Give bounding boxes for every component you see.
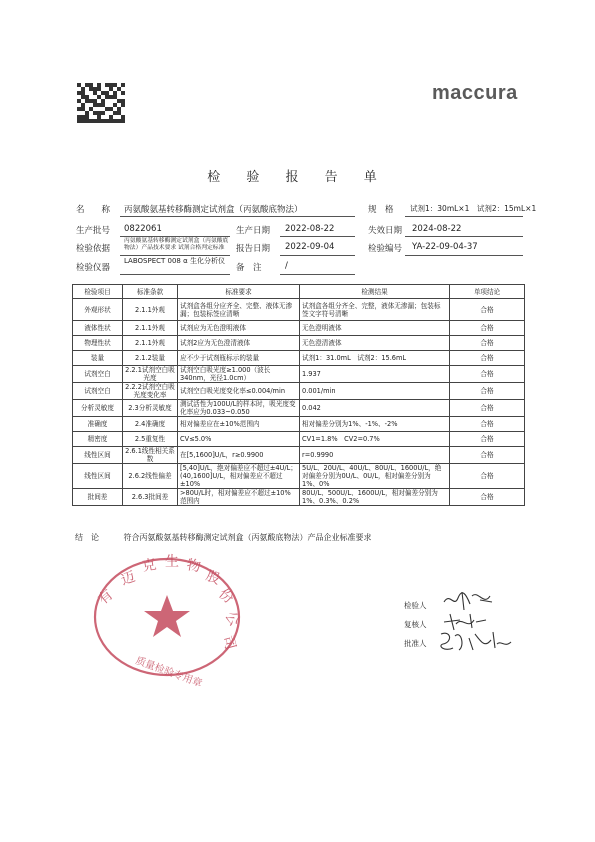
mfg-date-value: 2022-08-22 xyxy=(285,224,335,234)
conclusion-note xyxy=(75,532,372,543)
exp-date-value: 2024-08-22 xyxy=(412,224,462,234)
table-row xyxy=(73,400,525,417)
header-clause: 标准条款 xyxy=(123,285,178,299)
cell-requirement: 试剂2应为无色澄清液体 xyxy=(178,336,300,351)
cell-conclusion: 合格 xyxy=(450,351,525,366)
basis-label: 检验依据 xyxy=(76,244,111,254)
header-requirement: 标准要求 xyxy=(178,285,300,299)
remark-label: 备 注 xyxy=(236,263,262,273)
cell-clause: 2.5重复性 xyxy=(123,432,178,447)
spec-underline xyxy=(405,216,523,217)
lot-label: 生产批号 xyxy=(76,226,111,236)
cell-item: 试剂空白 xyxy=(73,366,123,383)
cell-item: 外观形状 xyxy=(73,299,123,321)
cell-requirement: 相对偏差应在±10%范围内 xyxy=(178,417,300,432)
cell-item: 线性区间 xyxy=(73,447,123,464)
cell-requirement: [5,40]U/L，绝对偏差应不超过±4U/L；(40,1600]U/L，相对偏差应不超过±10% xyxy=(178,464,300,489)
report-date-value: 2022-09-04 xyxy=(285,242,335,252)
cell-requirement: 试剂空白吸光度≥1.000（波长340nm，光径1.0cm） xyxy=(178,366,300,383)
cell-conclusion: 合格 xyxy=(450,417,525,432)
table-row xyxy=(73,336,525,351)
basis-underline xyxy=(120,255,230,256)
cell-conclusion: 合格 xyxy=(450,464,525,489)
cell-clause: 2.2.2试剂空白吸光度变化率 xyxy=(123,383,178,400)
cell-requirement: >80U/L时，相对偏差应不超过±10%范围内 xyxy=(178,489,300,506)
cell-result: r=0.9990 xyxy=(300,447,450,464)
lot-value: 0822061 xyxy=(124,224,162,234)
reviewer-label: 复核人 xyxy=(404,620,427,629)
cell-clause: 2.6.1线性相关系数 xyxy=(123,447,178,464)
cell-clause: 2.6.3批间差 xyxy=(123,489,178,506)
svg-text:物: 物 xyxy=(185,557,202,576)
cell-result: 0.042 xyxy=(300,400,450,417)
inspector-label: 检验人 xyxy=(404,601,427,610)
cell-requirement: 在[5,1600]U/L，r≥0.9900 xyxy=(178,447,300,464)
cell-result: 相对偏差分别为1%、-1%、-2% xyxy=(300,417,450,432)
header-conclusion: 单项结论 xyxy=(450,285,525,299)
instrument-value: LABOSPECT 008 α 生化分析仪 xyxy=(124,257,225,265)
cell-item: 试剂空白 xyxy=(73,383,123,400)
table-row xyxy=(73,432,525,447)
cell-clause: 2.3分析灵敏度 xyxy=(123,400,178,417)
table-row xyxy=(73,417,525,432)
cell-conclusion: 合格 xyxy=(450,400,525,417)
approver-signature xyxy=(435,628,515,654)
results-table xyxy=(72,284,525,506)
cell-requirement: 试剂应为无色澄明液体 xyxy=(178,321,300,336)
cell-result: 试剂盒各组分齐全、完整，液体无渗漏；包装标签文字符号清晰 xyxy=(300,299,450,321)
cell-item: 装量 xyxy=(73,351,123,366)
cell-requirement: 试剂盒各组分应齐全、完整、液体无渗漏；包装标签应清晰 xyxy=(178,299,300,321)
cell-conclusion: 合格 xyxy=(450,336,525,351)
spec-value: 试剂1：30mL×1 试剂2：15mL×1 xyxy=(410,204,537,213)
brand-logo: maccura xyxy=(432,82,518,104)
report-no-value: YA-22-09-04-37 xyxy=(412,242,478,252)
cell-result: 0.001/min xyxy=(300,383,450,400)
svg-text:质量检验专用章: 质量检验专用章 xyxy=(133,655,204,690)
cell-clause: 2.4准确度 xyxy=(123,417,178,432)
table-row xyxy=(73,464,525,489)
svg-text:公: 公 xyxy=(221,609,243,630)
cell-conclusion: 合格 xyxy=(450,366,525,383)
lot-underline xyxy=(120,236,230,237)
cell-result: CV1=1.8% CV2=0.7% xyxy=(300,432,450,447)
cell-item: 物理性状 xyxy=(73,336,123,351)
cell-requirement: CV≤5.0% xyxy=(178,432,300,447)
cell-result: 5U/L、20U/L、40U/L、80U/L、1600U/L，绝对偏差分别为0U/L、0U/L，相对偏差分别为1%、0% xyxy=(300,464,450,489)
cell-item: 批间差 xyxy=(73,489,123,506)
cell-clause: 2.1.1外观 xyxy=(123,299,178,321)
cell-item: 线性区间 xyxy=(73,464,123,489)
cell-clause: 2.6.2线性偏差 xyxy=(123,464,178,489)
exp-date-underline xyxy=(405,236,523,237)
mfg-date-label: 生产日期 xyxy=(236,226,271,236)
table-header-row xyxy=(73,285,525,299)
cell-conclusion: 合格 xyxy=(450,321,525,336)
conclusion-text: 符合丙氨酸氨基转移酶测定试剂盒（丙氨酸底物法）产品企业标准要求 xyxy=(123,533,372,542)
cell-requirement: 测试活性为100U/L的样本时，吸光度变化率应为0.033~0.050 xyxy=(178,400,300,417)
instrument-label: 检验仪器 xyxy=(76,263,111,273)
cell-clause: 2.1.2装量 xyxy=(123,351,178,366)
name-underline xyxy=(120,216,355,217)
svg-text:迈: 迈 xyxy=(118,568,138,589)
svg-text:司: 司 xyxy=(219,633,239,652)
company-seal xyxy=(85,545,250,690)
header-result: 检测结果 xyxy=(300,285,450,299)
qr-code-icon xyxy=(77,83,125,123)
spec-label: 规 格 xyxy=(368,205,394,215)
cell-result: 80U/L、500U/L、1600U/L，相对偏差分别为1%、0.3%、0.2% xyxy=(300,489,450,506)
mfg-date-underline xyxy=(280,236,355,237)
table-row xyxy=(73,383,525,400)
table-row xyxy=(73,489,525,506)
exp-date-label: 失效日期 xyxy=(368,226,403,236)
cell-item: 准确度 xyxy=(73,417,123,432)
svg-text:克: 克 xyxy=(140,556,158,575)
report-no-label: 检验编号 xyxy=(368,244,403,254)
table-row xyxy=(73,366,525,383)
basis-value: 丙氨酸氨基转移酶测定试剂盒（丙氨酸底物法）产品技术要求 试剂合格判定标准 xyxy=(124,238,229,251)
cell-conclusion: 合格 xyxy=(450,447,525,464)
cell-item: 精密度 xyxy=(73,432,123,447)
cell-item: 液体性状 xyxy=(73,321,123,336)
cell-conclusion: 合格 xyxy=(450,299,525,321)
report-date-label: 报告日期 xyxy=(236,244,271,254)
cell-result: 无色澄明液体 xyxy=(300,321,450,336)
cell-result: 1.937 xyxy=(300,366,450,383)
cell-requirement: 试剂空白吸光度变化率≤0.004/min xyxy=(178,383,300,400)
cell-requirement: 应不少于试剂瓶标示的装量 xyxy=(178,351,300,366)
cell-item: 分析灵敏度 xyxy=(73,400,123,417)
cell-clause: 2.2.1试剂空白吸光度 xyxy=(123,366,178,383)
remark-underline xyxy=(280,274,355,275)
instrument-underline xyxy=(120,274,230,275)
cell-clause: 2.1.1外观 xyxy=(123,336,178,351)
table-row xyxy=(73,447,525,464)
name-label: 名 称 xyxy=(76,205,111,215)
svg-text:份: 份 xyxy=(215,585,237,608)
name-value: 丙氨酸氨基转移酶测定试剂盒（丙氨酸底物法） xyxy=(124,205,303,215)
report-no-underline xyxy=(405,255,523,256)
table-row xyxy=(73,321,525,336)
page-title: 检 验 报 告 单 xyxy=(207,170,388,185)
table-row xyxy=(73,299,525,321)
cell-conclusion: 合格 xyxy=(450,432,525,447)
header-item: 检验项目 xyxy=(73,285,123,299)
report-date-underline xyxy=(280,255,355,256)
cell-clause: 2.1.1外观 xyxy=(123,321,178,336)
svg-text:生: 生 xyxy=(165,554,179,570)
remark-value: / xyxy=(285,261,288,271)
cell-conclusion: 合格 xyxy=(450,383,525,400)
cell-result: 试剂1：31.0mL 试剂2：15.6mL xyxy=(300,351,450,366)
cell-result: 无色澄清液体 xyxy=(300,336,450,351)
approver-label: 批准人 xyxy=(404,639,427,648)
svg-text:股: 股 xyxy=(203,567,223,588)
table-row xyxy=(73,351,525,366)
svg-text:有: 有 xyxy=(95,586,117,609)
cell-conclusion: 合格 xyxy=(450,489,525,506)
conclusion-label: 结 论 xyxy=(75,533,99,542)
